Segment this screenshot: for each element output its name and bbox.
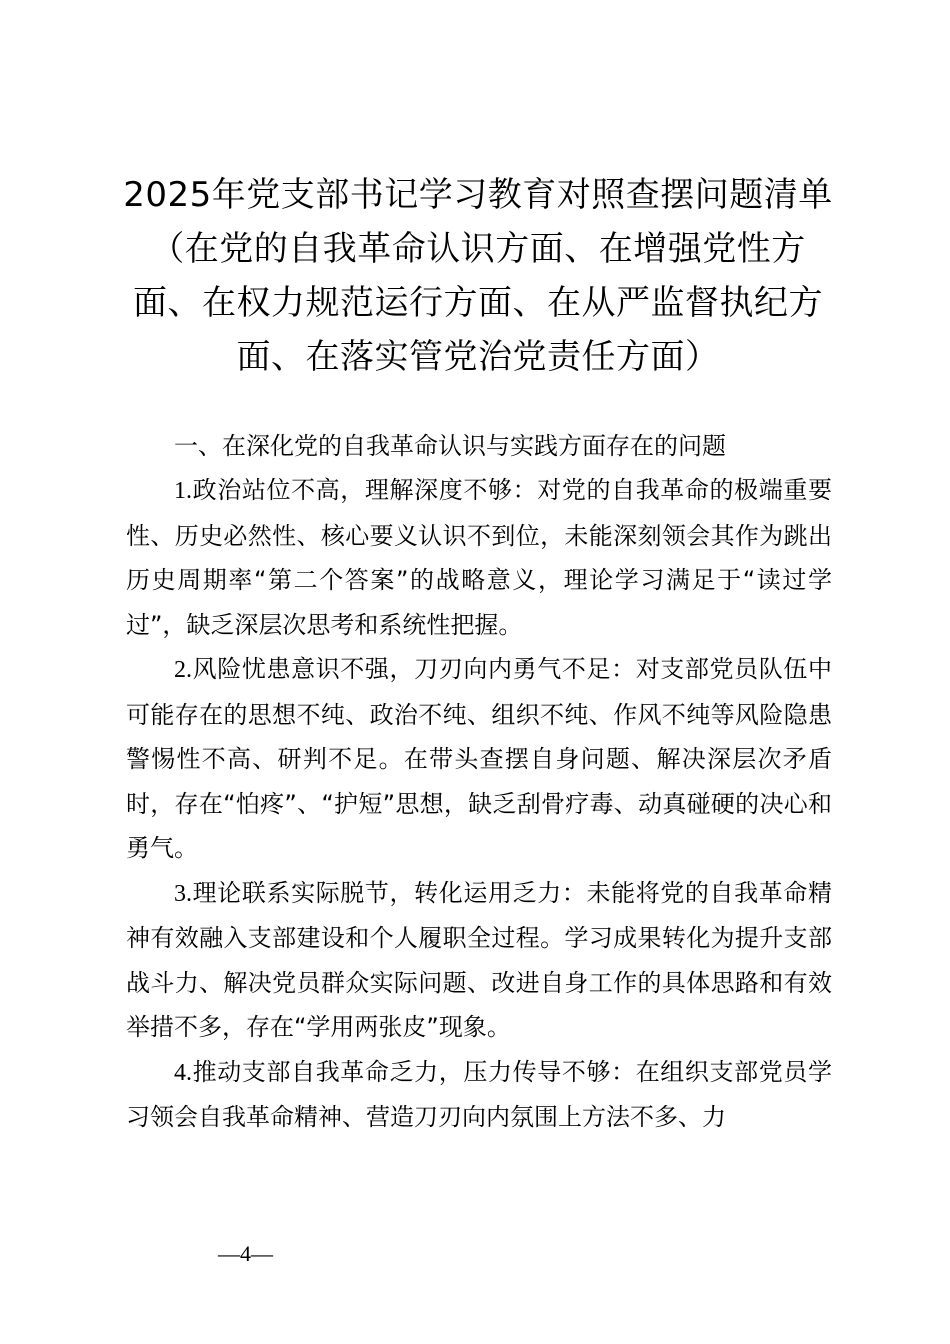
paragraph-text: 政治站位不高，理解深度不够：对党的自我革命的极端重要性、历史必然性、核心要义认识不到位，未能深刻领会其作为跳出历史周期率“第二个答案”的战略意义，理论学习满足于“读过学过”，缺乏深层次思考和系统性把握。 bbox=[126, 476, 832, 639]
document-title: 2025年党支部书记学习教育对照查摆问题清单（在党的自我革命认识方面、在增强党性方面、在权力规范运行方面、在从严监督执纪方面、在落实管党治党责任方面） bbox=[123, 175, 833, 377]
paragraph-4 bbox=[126, 1050, 832, 1140]
paragraph-number: 1. bbox=[174, 478, 192, 504]
paragraph-number: 2. bbox=[174, 657, 192, 683]
paragraph-text: 理论联系实际脱节，转化运用乏力：未能将党的自我革命精神有效融入支部建设和个人履职全过程。学习成果转化为提升支部战斗力、解决党员群众实际问题、改进自身工作的具体思路和有效举措不多，存在“学用两张皮”现象。 bbox=[126, 878, 832, 1041]
paragraph-3 bbox=[126, 871, 832, 1050]
paragraph-text: 风险忧患意识不强，刀刃向内勇气不足：对支部党员队伍中可能存在的思想不纯、政治不纯、组织不纯、作风不纯等风险隐患警惕性不高、研判不足。在带头查摆自身问题、解决深层次矛盾时，存在“怕疼”、“护短”思想，缺乏刮骨疗毒、动真碰硬的决心和勇气。 bbox=[126, 655, 832, 862]
section-heading: 一、在深化党的自我革命认识与实践方面存在的问题 bbox=[174, 432, 726, 460]
paragraph-number: 4. bbox=[174, 1059, 192, 1086]
document-body bbox=[126, 424, 832, 1140]
paragraph-1 bbox=[126, 468, 832, 647]
paragraph-number: 3. bbox=[174, 880, 192, 907]
paragraph-text: 推动支部自我革命乏力，压力传导不够：在组织支部党员学习领会自我革命精神、营造刀刃向内氛围上方法不多、力 bbox=[126, 1057, 832, 1131]
paragraph-2 bbox=[126, 647, 832, 871]
page-number: —4— bbox=[218, 1241, 273, 1266]
